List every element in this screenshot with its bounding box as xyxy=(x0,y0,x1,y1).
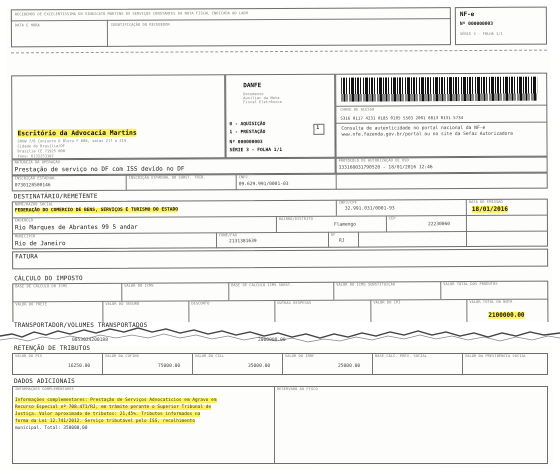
tax-label-icms-st: VALOR DO ICMS SUBSTITUIÇÃO xyxy=(336,282,396,287)
uf-label: UF xyxy=(330,232,336,237)
nature-label: NATUREZA DA OPERAÇÃO xyxy=(14,160,60,165)
danfe-entrada: 0 - AQUISIÇÃO xyxy=(229,122,266,128)
retention-section-title: RETENÇÃO DE TRIBUTOS xyxy=(14,345,91,352)
tax-label-invoice-total: VALOR TOTAL DA NOTA xyxy=(469,299,513,305)
cnpj-value: 09.629.991/0001-03 xyxy=(238,181,289,188)
retention-label-irrf: VALOR DO IRRF xyxy=(285,354,315,358)
retention-label-csll: VALOR DO CSLL xyxy=(195,354,225,358)
retention-label-prev: VALOR DA PREVIDÊNCIA SOCIAL xyxy=(465,354,527,358)
retention-label-cofins: VALOR DA COFINS xyxy=(105,354,139,358)
additional-line1: Informações complementares: Prestação de Serviços Advocatícios em Agravo em xyxy=(15,398,217,403)
lower-document xyxy=(8,322,552,469)
taxes-section-title: CÁLCULO DO IMPOSTO xyxy=(14,275,83,283)
additional-line2: Recurso Especial nº 708.471/RJ, em trâmite perante o Superior Tribunal de xyxy=(15,405,212,410)
tax-label-products-total: VALOR TOTAL DOS PRODUTOS xyxy=(443,281,498,287)
issuer-address1: SHVW 7/6 Conjunto D Bloco F 608, salas 217 a 219 xyxy=(17,138,127,144)
additional-line5: municipal. Total: 350000,00 xyxy=(15,426,88,431)
tax-label-icms-st-base: BASE DE CÁLCULO ICMS SUBST. xyxy=(231,282,293,288)
danfe-number: Nº 000000003 xyxy=(229,140,263,146)
retention-label-pis: VALOR DO PIS xyxy=(15,354,43,358)
additional-label: INFORMAÇÕES COMPLEMENTARES xyxy=(15,387,74,391)
receipt-date-label: DATA E HORA xyxy=(14,23,40,28)
transport-section-title: TRANSPORTADOR/VOLUMES TRANSPORTADOS xyxy=(14,322,148,329)
receipt-nfe-label: NF-e xyxy=(459,10,475,19)
address: Rio Marques de Abrantes 99 5 andar xyxy=(14,223,138,232)
tax-label-discount: DESCONTO xyxy=(191,301,210,306)
recipient-name-label: NOME/RAZÃO SOCIAL xyxy=(14,202,54,207)
issue-date: 18/01/2016 xyxy=(471,205,508,213)
retention-value-csll: 35000.00 xyxy=(248,364,271,369)
tax-label-ipi: VALOR DO IPI xyxy=(373,300,401,305)
invoice-total: 2100000.00 xyxy=(488,311,525,319)
barcode xyxy=(341,77,537,102)
city-label: MUNICÍPIO xyxy=(14,234,36,239)
retention-value-pis: 16250.00 xyxy=(68,364,91,369)
nature-value: Prestação de serviço no DF com ISS devido no DF xyxy=(14,165,185,174)
issuer-phone: Fone: 6132253107 xyxy=(17,154,54,159)
ie-label: INSCRIÇÃO ESTADUAL xyxy=(14,176,56,181)
recipient-name: FEDERAÇÃO DO COMERCIO DE BENS, SERVIÇOS E TURISMO DO ESTADO xyxy=(14,207,179,214)
cnpj-label: CNPJ xyxy=(238,175,248,180)
receipt-signature-label: IDENTIFICAÇÃO DO RECEBEDOR xyxy=(110,22,170,27)
fisco-label: RESERVADO AO FISCO xyxy=(277,387,318,391)
tax-label-insurance: VALOR DO SEGURO xyxy=(105,301,140,306)
danfe-subtitle: Documento Auxiliar da Nota Fiscal Eletrônica xyxy=(243,92,282,105)
recipient-section-title: DESTINATÁRIO/REMETENTE xyxy=(13,192,98,201)
retention-value-irrf: 25000.00 xyxy=(338,364,361,369)
danfe-type-value: 1 xyxy=(316,125,320,131)
access-key: 5316 0117 4231 0185 0105 5503 2001 0813 0131 5734 xyxy=(340,115,464,121)
uf: RJ xyxy=(339,238,345,244)
transport-torn-value: 0053024200188 xyxy=(72,338,108,343)
city: Rio de Janeiro xyxy=(15,240,66,248)
additional-section-title: DADOS ADICIONAIS xyxy=(14,378,75,385)
danfe-serie: SÉRIE 3 - FOLHA 1/1 xyxy=(229,147,283,154)
danfe-title: DANFE xyxy=(243,82,262,90)
ie-st-label: INSCRIÇÃO ESTADUAL DO SUBST. TRIB. xyxy=(128,175,206,180)
tax-label-other: OUTRAS DESPESAS xyxy=(277,300,312,306)
transport-torn-amount: 2000000.00 xyxy=(258,338,286,343)
fatura-title: FATURA xyxy=(15,253,38,261)
consult-text: Consulta de autenticidade no portal nacional da NF-e www.nfe.fazenda.gov.br/portal ou no site da Sefaz Autorizadora xyxy=(341,125,513,138)
danfe-box xyxy=(225,74,335,159)
district: Flamengo xyxy=(333,222,357,228)
additional-line3: Justiça. Valor aproximado de tributos: 21,45%. Tributos informados na xyxy=(15,412,201,417)
recipient-cnpj: 32.991.031/0001-93 xyxy=(344,206,395,212)
retention-label-prev-base: BASE CÁLC. PREV. SOCIAL xyxy=(375,354,428,358)
cep-label: CEP xyxy=(388,216,396,221)
protocol-value: 333160031790520 - 18/01/2016 12:46 xyxy=(338,165,433,171)
tax-label-icms: VALOR DO ICMS xyxy=(124,283,154,288)
issue-date-label: DATA DE EMISSÃO xyxy=(468,199,503,205)
receipt-text: RECEBEMOS DE EXCELENTISSIMA DO SINDICATO MARTINS OS SERVIÇOS CONSTANTES DA NOTA FISCAL INDICADA AO LADO xyxy=(14,11,248,17)
fatura-box xyxy=(12,249,548,270)
phone-label: FONE/FAX xyxy=(218,233,238,238)
recipient-cnpj-label: CNPJ/CPF xyxy=(338,200,357,205)
receipt-nfe-number: Nº 000000003 xyxy=(459,21,494,28)
retention-value-cofins: 75000.00 xyxy=(158,364,181,369)
issuer-address2: Cidade de Brasília/DF xyxy=(17,144,66,149)
access-key-label: CHAVE DE ACESSO xyxy=(340,107,375,112)
phone: 2131381639 xyxy=(229,239,257,245)
cep: 22230060 xyxy=(427,222,451,228)
tax-label-icms-base: BASE DE CÁLCULO DO ICMS xyxy=(15,284,68,289)
address-label: ENDEREÇO xyxy=(14,218,34,223)
issuer-address3: Brasília CE 71925 000 xyxy=(17,149,66,154)
district-label: BAIRRO/DISTRITO xyxy=(278,216,313,222)
danfe-saida: 1 - PRESTAÇÃO xyxy=(229,130,266,136)
additional-line4: forma da Lei 12.741/2012. Serviço tributável pelo ISS, recolhimento xyxy=(15,419,196,424)
ie-value: 0730128500146 xyxy=(14,183,51,189)
receipt-nfe-serie: SÉRIE 3 - FOLHA 1/1 xyxy=(459,31,503,37)
tax-label-freight: VALOR DO FRETE xyxy=(15,302,48,307)
protocol-label: PROTOCOLO DE AUTORIZAÇÃO DE USO xyxy=(338,158,409,163)
issuer-name: Escritório da Advocacia Martins xyxy=(17,128,137,138)
